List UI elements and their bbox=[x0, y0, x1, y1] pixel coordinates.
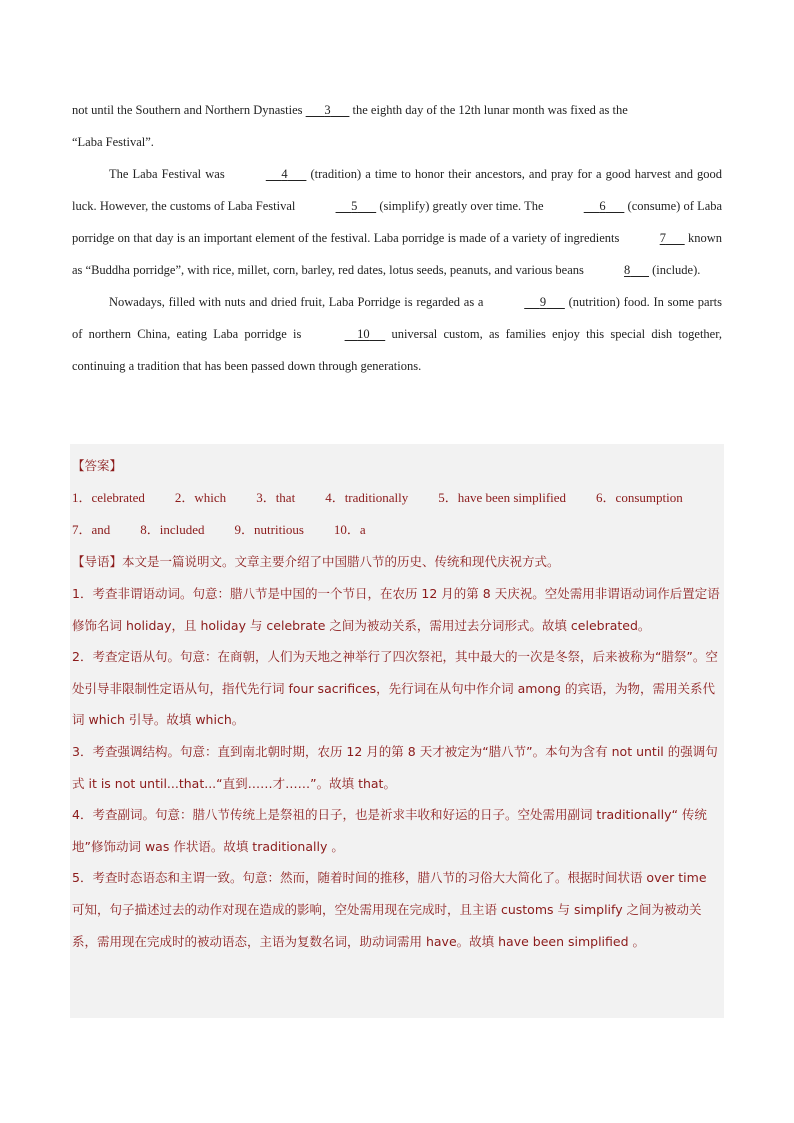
answer-heading: 【答案】 bbox=[72, 458, 123, 473]
blank-3 bbox=[306, 94, 350, 126]
answer-item: 4．traditionally bbox=[325, 490, 409, 505]
text: (tradition) a time to honor their ancestors, and pray for a good harvest and bbox=[310, 167, 693, 181]
explanation-4: 4．考查副词。句意：腊八节传统上是祭祖的日子，也是祈求丰收和好运的日子。空处需用副词 traditionally“ 传统地”修饰动词 was 作状语。故填 traditionally 。 bbox=[72, 807, 707, 854]
blank-number: 9 bbox=[539, 295, 547, 309]
answer-item: 8．included bbox=[140, 522, 205, 537]
answer-item: 2．which bbox=[174, 490, 227, 505]
text: together, continuing a tradition that has been passed down through generations. bbox=[72, 327, 723, 373]
answer-item: 7．and bbox=[72, 522, 111, 537]
blank-number: 4 bbox=[281, 167, 288, 181]
text: (consume) bbox=[627, 199, 681, 213]
passage bbox=[72, 94, 722, 382]
blank-number: 7 bbox=[659, 231, 666, 245]
blank-number: 3 bbox=[324, 103, 331, 117]
text: the eighth day of the 12th lunar month was fixed as the bbox=[352, 103, 628, 117]
blank-number: 6 bbox=[599, 199, 606, 213]
text: good luck. However, the customs of Laba Festival bbox=[72, 167, 723, 213]
explanations bbox=[72, 578, 722, 957]
text: parts of northern China, eating Laba porridge is bbox=[72, 295, 723, 341]
text: universal custom, as families enjoy this special dish bbox=[391, 327, 673, 341]
paragraph-3 bbox=[72, 286, 722, 382]
text: known as “Buddha porridge”, with rice, millet, corn, barley, red dates, lotus seeds, peanuts, and various beans bbox=[72, 231, 723, 277]
answer-item: 1．celebrated bbox=[72, 490, 145, 505]
blank-8 bbox=[587, 254, 649, 286]
answer-item: 5．have been simplified bbox=[438, 490, 567, 505]
text: (nutrition) food. In some bbox=[568, 295, 694, 309]
answer-row-1 bbox=[72, 482, 722, 514]
text: not until the Southern and Northern Dynasties bbox=[72, 103, 303, 117]
blank-number: 10 bbox=[357, 327, 370, 341]
explanation-3: 3．考查强调结构。句意：直到南北朝时期，农历 12 月的第 8 天才被定为“腊八节”。本句为含有 not until 的强调句式 it is not until...that...“直到……才……”。故填 that。 bbox=[72, 743, 718, 791]
blank-7 bbox=[623, 222, 685, 254]
guide-text: 【导语】本文是一篇说明文。文章主要介绍了中国腊八节的历史、传统和现代庆祝方式。 bbox=[72, 554, 560, 569]
blank-9 bbox=[487, 286, 565, 318]
answer-item: 6．consumption bbox=[596, 490, 683, 505]
explanation-1: 1．考查非谓语动词。句意：腊八节是中国的一个节日，在农历 12 月的第 8 天庆祝。空处需用非谓语动词作后置定语修饰名词 holiday，且 holiday 与 celebrate 之间为被动关系，需用过去分词形式。故填 celebrated。 bbox=[72, 586, 720, 633]
answer-section bbox=[70, 444, 724, 1018]
paragraph-1 bbox=[72, 94, 722, 158]
explanation-5: 5．考查时态语态和主谓一致。句意：然而，随着时间的推移，腊八节的习俗大大简化了。根据时间状语 over time 可知，句子描述过去的动作对现在造成的影响，空处需用现在完成时，且主语 customs 与 simplify 之间为被动关系，需用现在完成时的被动语态，主语为复数名词，助动词需用 have。故填 have been simplified 。 bbox=[72, 870, 707, 949]
blank-5 bbox=[299, 190, 377, 222]
text: Nowadays, filled with nuts and dried fruit, Laba Porridge is regarded as a bbox=[109, 295, 484, 309]
blank-6 bbox=[547, 190, 625, 222]
blank-number: 5 bbox=[351, 199, 358, 213]
blank-number: 8 bbox=[624, 263, 631, 277]
paragraph-2 bbox=[72, 158, 722, 286]
text: The Laba Festival was bbox=[109, 167, 225, 181]
text: (include). bbox=[652, 263, 701, 277]
explanation-2: 2．考查定语从句。句意：在商朝，人们为天地之神举行了四次祭祀，其中最大的一次是冬祭，后来被称为“腊祭”。空处引导非限制性定语从句，指代先行词 four sacrifices，先行词在从句中作介词 among 的宾语，为物，需用关系代词 which 引导。故填 which。 bbox=[72, 649, 718, 728]
answer-item: 9．nutritious bbox=[234, 522, 304, 537]
text: (simplify) greatly over time. The bbox=[379, 199, 544, 213]
answer-item: 3．that bbox=[256, 490, 296, 505]
blank-4 bbox=[229, 158, 307, 190]
answer-item: 10．a bbox=[333, 522, 366, 537]
text: “Laba Festival”. bbox=[72, 135, 154, 149]
blank-10 bbox=[308, 318, 386, 350]
answer-row-2 bbox=[72, 514, 722, 546]
text: of Laba porridge on that day is an important element of the festival. Laba porridge is made of a variety of ingredients bbox=[72, 199, 723, 245]
